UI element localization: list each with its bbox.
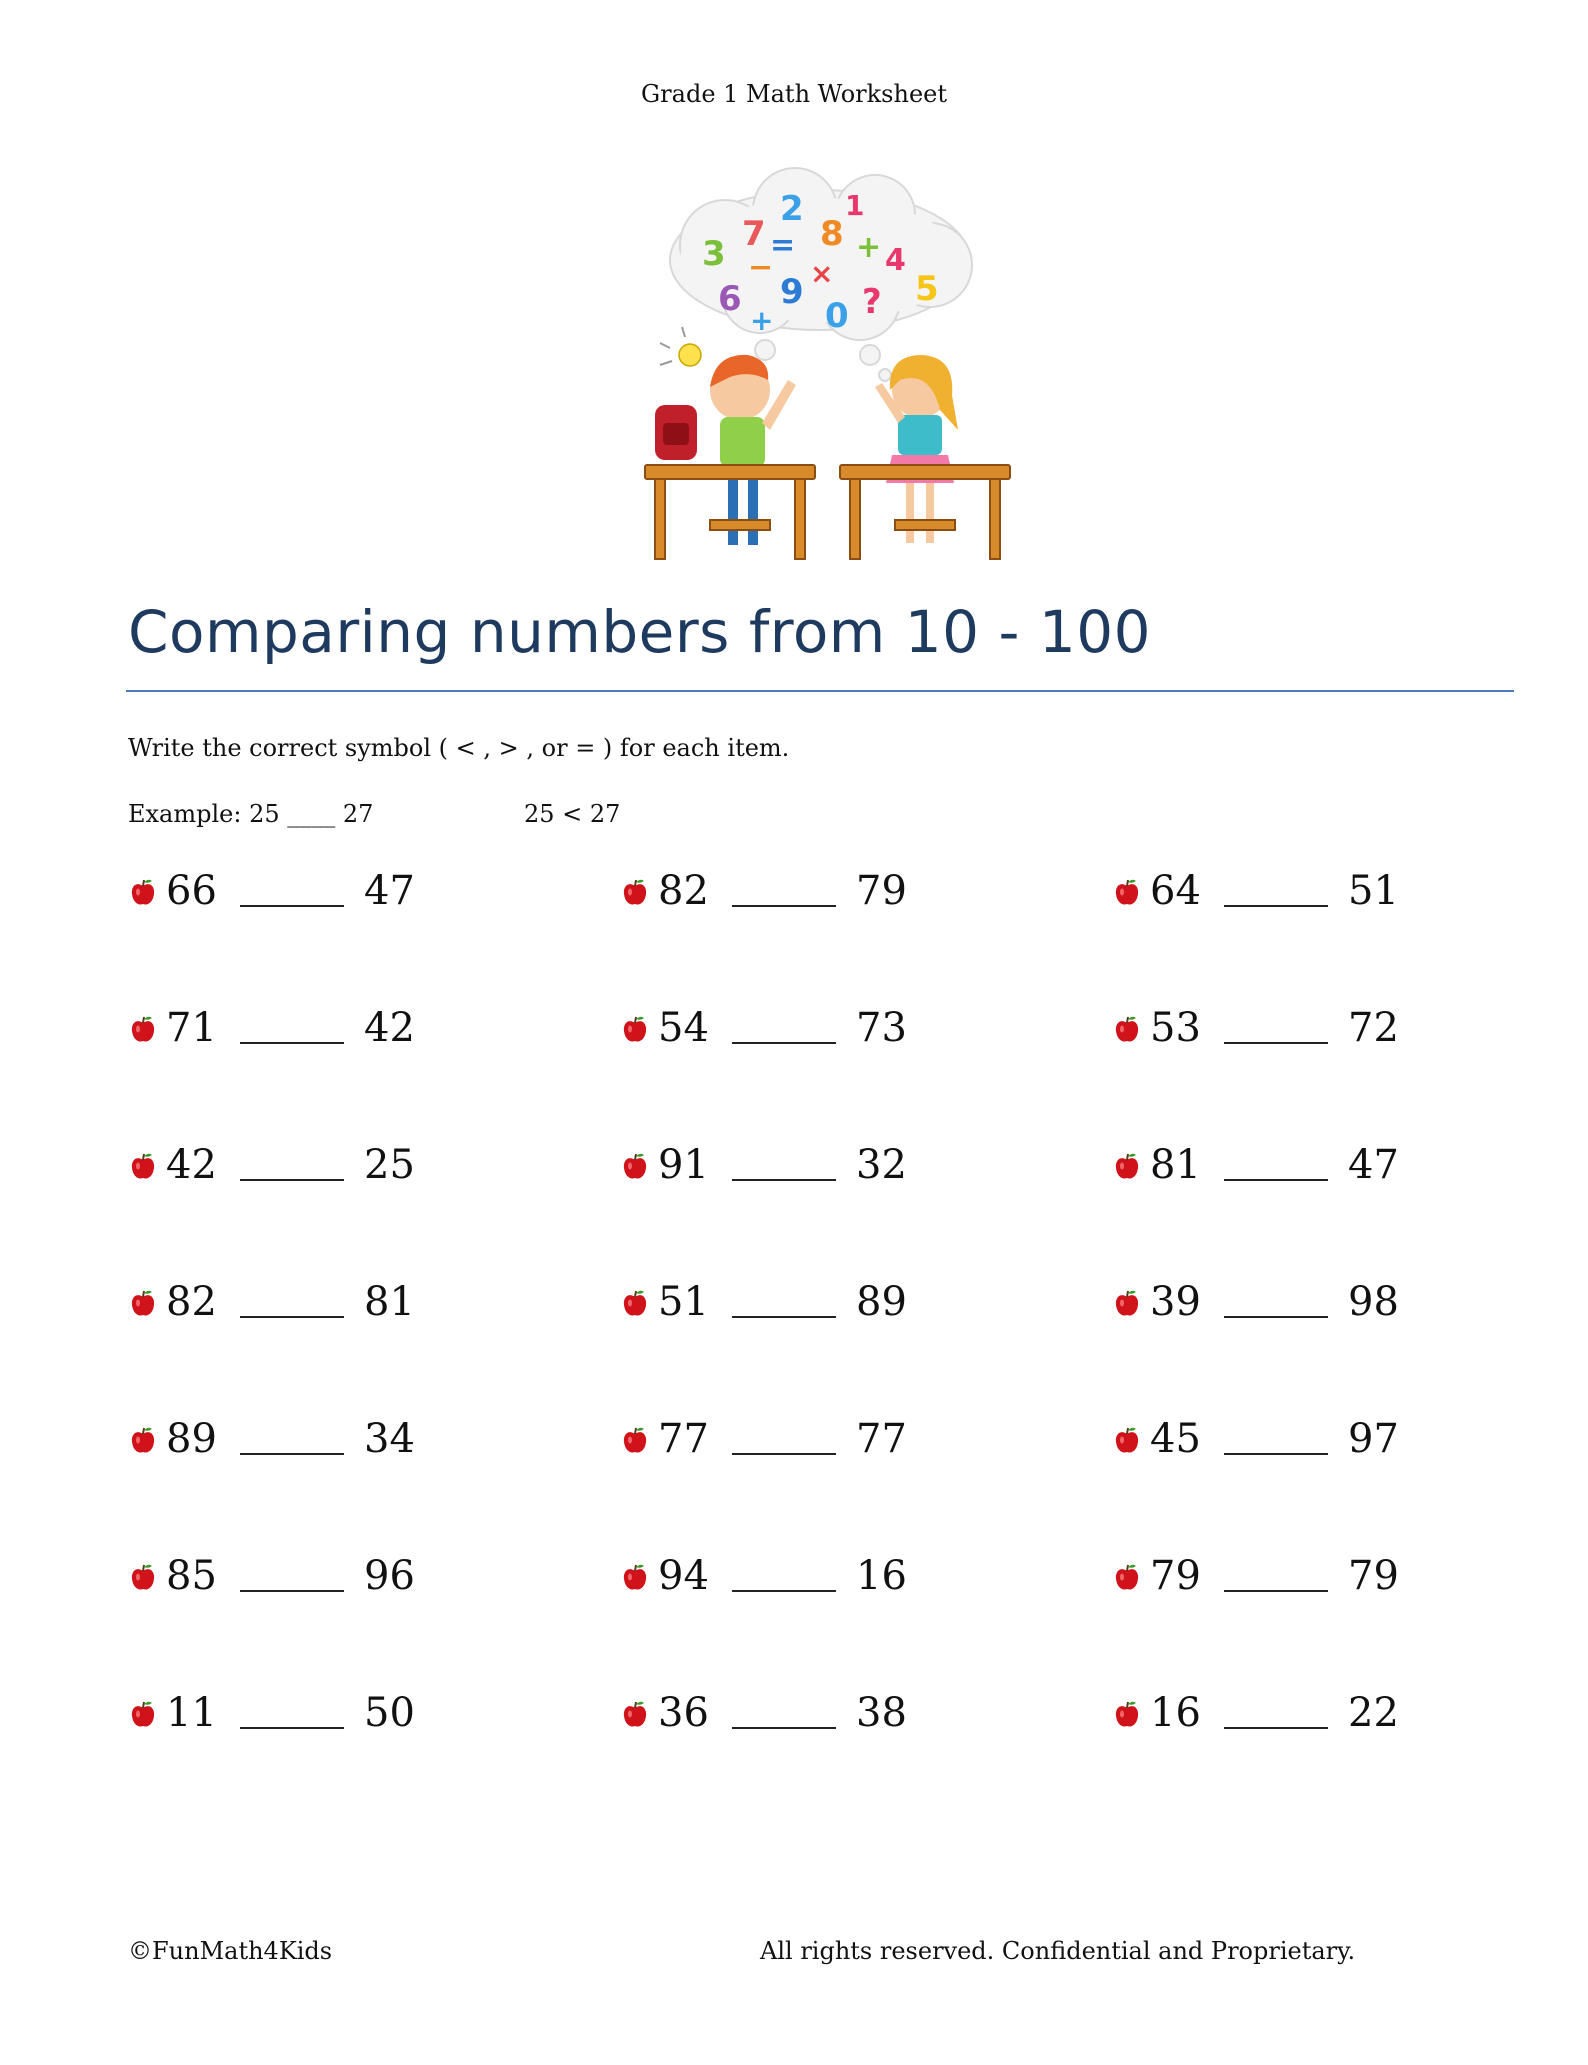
first-number: 53	[1150, 1005, 1201, 1051]
first-number: 91	[658, 1142, 709, 1188]
cloud-digit: −	[748, 250, 774, 285]
cloud-digit: 5	[915, 269, 939, 309]
apple-icon	[130, 1014, 156, 1044]
boy-character	[710, 355, 796, 545]
comparison-problem	[622, 865, 1114, 917]
girl-character	[875, 355, 958, 543]
cloud-digit: ?	[862, 282, 882, 322]
answer-blank[interactable]	[732, 1413, 836, 1455]
first-number: 39	[1150, 1279, 1201, 1325]
second-number: 97	[1348, 1416, 1399, 1462]
answer-blank[interactable]	[1224, 1687, 1328, 1729]
first-number: 81	[1150, 1142, 1201, 1188]
apple-icon	[130, 877, 156, 907]
comparison-problem	[130, 865, 622, 917]
second-number: 77	[856, 1416, 907, 1462]
comparison-problem	[130, 1002, 622, 1054]
second-number: 16	[856, 1553, 907, 1599]
apple-icon	[1114, 1151, 1140, 1181]
answer-blank[interactable]	[1224, 1276, 1328, 1318]
apple-icon	[1114, 1425, 1140, 1455]
first-number: 79	[1150, 1553, 1201, 1599]
cloud-digit: ×	[810, 257, 834, 290]
answer-blank[interactable]	[240, 1413, 344, 1455]
comparison-problem	[1114, 1413, 1510, 1465]
answer-blank[interactable]	[1224, 1550, 1328, 1592]
answer-blank[interactable]	[240, 1002, 344, 1044]
answer-blank[interactable]	[732, 1687, 836, 1729]
first-number: 66	[166, 868, 217, 914]
footer-rights: All rights reserved. Confidential and Proprietary.	[760, 1937, 1356, 1965]
first-number: 89	[166, 1416, 217, 1462]
second-number: 38	[856, 1690, 907, 1736]
answer-blank[interactable]	[732, 1276, 836, 1318]
apple-icon	[1114, 1014, 1140, 1044]
apple-icon	[1114, 1288, 1140, 1318]
second-number: 47	[1348, 1142, 1399, 1188]
comparison-problem	[622, 1550, 1114, 1602]
apple-icon	[1114, 1562, 1140, 1592]
second-number: 50	[364, 1690, 415, 1736]
comparison-problem	[1114, 1550, 1510, 1602]
first-number: 11	[166, 1690, 217, 1736]
cloud-digit: 1	[845, 189, 865, 222]
instructions: Write the correct symbol ( < , > , or = ) for each item.	[128, 734, 790, 762]
problem-grid	[130, 865, 1510, 1825]
first-number: 51	[658, 1279, 709, 1325]
apple-icon	[130, 1288, 156, 1318]
second-number: 51	[1348, 868, 1399, 914]
answer-blank[interactable]	[240, 865, 344, 907]
comparison-problem	[130, 1687, 622, 1739]
comparison-problem	[622, 1002, 1114, 1054]
comparison-problem	[130, 1276, 622, 1328]
apple-icon	[622, 1425, 648, 1455]
comparison-problem	[622, 1276, 1114, 1328]
apple-icon	[622, 1151, 648, 1181]
answer-blank[interactable]	[240, 1687, 344, 1729]
second-number: 89	[856, 1279, 907, 1325]
second-number: 47	[364, 868, 415, 914]
title-divider	[126, 690, 1514, 692]
worksheet-header: Grade 1 Math Worksheet	[641, 80, 947, 108]
second-number: 42	[364, 1005, 415, 1051]
comparison-problem	[622, 1139, 1114, 1191]
apple-icon	[130, 1425, 156, 1455]
answer-blank[interactable]	[240, 1139, 344, 1181]
second-number: 32	[856, 1142, 907, 1188]
second-number: 81	[364, 1279, 415, 1325]
example-problem: Example: 25 ____ 27	[128, 800, 374, 828]
cloud-digit: +	[750, 304, 774, 337]
cloud-digit: 9	[780, 272, 804, 312]
footer-copyright: ©FunMath4Kids	[128, 1937, 333, 1965]
cloud-digit: 8	[820, 214, 844, 254]
comparison-problem	[622, 1687, 1114, 1739]
second-number: 73	[856, 1005, 907, 1051]
answer-blank[interactable]	[240, 1276, 344, 1318]
answer-blank[interactable]	[732, 1002, 836, 1044]
apple-icon	[130, 1699, 156, 1729]
cloud-digit: 0	[825, 296, 849, 336]
first-number: 85	[166, 1553, 217, 1599]
first-number: 82	[658, 868, 709, 914]
cloud-digit: 7	[742, 214, 766, 254]
cloud-digit: +	[856, 230, 882, 265]
second-number: 72	[1348, 1005, 1399, 1051]
page-title: Comparing numbers from 10 - 100	[128, 598, 1152, 666]
apple-icon	[1114, 877, 1140, 907]
comparison-problem	[1114, 1687, 1510, 1739]
answer-blank[interactable]	[732, 1550, 836, 1592]
comparison-problem	[130, 1550, 622, 1602]
first-number: 45	[1150, 1416, 1201, 1462]
apple-icon	[130, 1151, 156, 1181]
comparison-problem	[1114, 1276, 1510, 1328]
apple-icon	[622, 1014, 648, 1044]
apple-icon	[622, 1699, 648, 1729]
first-number: 36	[658, 1690, 709, 1736]
apple-icon	[130, 1562, 156, 1592]
apple-icon	[622, 1288, 648, 1318]
cloud-digit: =	[770, 228, 796, 263]
second-number: 96	[364, 1553, 415, 1599]
second-number: 25	[364, 1142, 415, 1188]
kids-thinking-illustration	[630, 165, 1020, 565]
first-number: 42	[166, 1142, 217, 1188]
apple-icon	[622, 1562, 648, 1592]
first-number: 54	[658, 1005, 709, 1051]
desks	[645, 465, 1010, 559]
answer-blank[interactable]	[1224, 1139, 1328, 1181]
second-number: 22	[1348, 1690, 1399, 1736]
comparison-problem	[1114, 1002, 1510, 1054]
first-number: 64	[1150, 868, 1201, 914]
comparison-problem	[622, 1413, 1114, 1465]
apple-icon	[1114, 1699, 1140, 1729]
first-number: 94	[658, 1553, 709, 1599]
answer-blank[interactable]	[1224, 1002, 1328, 1044]
comparison-problem	[1114, 1139, 1510, 1191]
second-number: 34	[364, 1416, 415, 1462]
cloud-digit: 4	[885, 243, 906, 278]
example-answer: 25 < 27	[524, 800, 621, 828]
second-number: 79	[1348, 1553, 1399, 1599]
comparison-problem	[130, 1413, 622, 1465]
first-number: 71	[166, 1005, 217, 1051]
cloud-digit: 3	[702, 234, 726, 274]
answer-blank[interactable]	[1224, 1413, 1328, 1455]
backpack	[655, 405, 697, 460]
second-number: 79	[856, 868, 907, 914]
first-number: 77	[658, 1416, 709, 1462]
answer-blank[interactable]	[732, 1139, 836, 1181]
cloud-digit: 2	[780, 189, 804, 229]
cloud-digit: 6	[718, 279, 742, 319]
comparison-problem	[1114, 865, 1510, 917]
answer-blank[interactable]	[1224, 865, 1328, 907]
answer-blank[interactable]	[732, 865, 836, 907]
apple-icon	[622, 877, 648, 907]
first-number: 16	[1150, 1690, 1201, 1736]
second-number: 98	[1348, 1279, 1399, 1325]
first-number: 82	[166, 1279, 217, 1325]
lightbulb-icon	[660, 327, 701, 366]
comparison-problem	[130, 1139, 622, 1191]
answer-blank[interactable]	[240, 1550, 344, 1592]
